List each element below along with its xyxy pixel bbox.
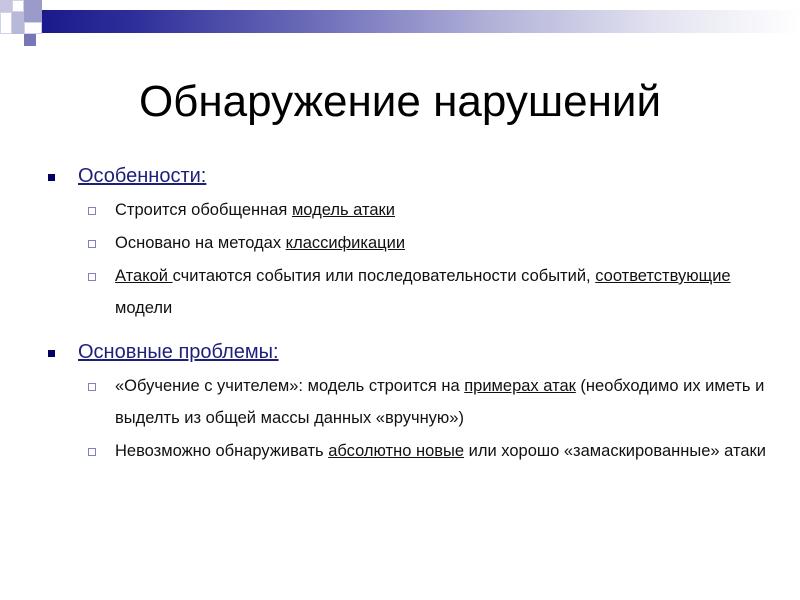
underlined-term: модель атаки	[291, 201, 395, 219]
bullet-item	[48, 194, 768, 226]
item-text: (необходимо их иметь и выделть из общей массы данных «вручную»)	[115, 377, 765, 427]
underlined-term: соответствующие	[595, 267, 731, 285]
item-text: Невозможно обнаруживать	[115, 442, 329, 460]
hollow-square-bullet-icon	[88, 273, 96, 281]
section-label: Основные проблемы:	[78, 341, 279, 363]
deco-square	[24, 34, 36, 46]
deco-square	[0, 0, 12, 12]
item-text: «Обучение с учителем»: модель строится на	[115, 377, 465, 395]
item-text: Строится обобщенная	[115, 201, 292, 219]
deco-square	[0, 12, 12, 34]
section-spacer	[48, 324, 768, 338]
bullet-item	[48, 435, 768, 467]
bullet-item	[48, 260, 768, 324]
underlined-term: Атакой	[115, 267, 173, 285]
section-heading	[48, 162, 768, 190]
square-bullet-icon	[48, 350, 55, 357]
underlined-term: примерах атак	[464, 377, 576, 395]
deco-square	[24, 0, 42, 22]
hollow-square-bullet-icon	[88, 207, 96, 215]
item-text: или хорошо «замаскированные» атаки	[464, 442, 766, 460]
item-text: модели	[115, 299, 173, 317]
slide-title: Обнаружение нарушений	[138, 77, 662, 126]
slide-content	[48, 162, 768, 467]
deco-square	[12, 0, 24, 12]
section-label: Особенности:	[78, 165, 207, 187]
hollow-square-bullet-icon	[88, 240, 96, 248]
deco-square	[12, 12, 24, 34]
section-heading	[48, 338, 768, 366]
underlined-term: классификации	[285, 234, 406, 252]
hollow-square-bullet-icon	[88, 448, 96, 456]
bullet-item	[48, 227, 768, 259]
square-bullet-icon	[48, 174, 55, 181]
underlined-term: абсолютно новые	[328, 442, 465, 460]
item-text: считаются события или последовательности событий,	[172, 267, 596, 285]
hollow-square-bullet-icon	[88, 383, 96, 391]
deco-square	[24, 22, 42, 34]
item-text: Основано на методах	[115, 234, 286, 252]
bullet-item	[48, 370, 768, 434]
header-gradient-bar	[42, 10, 800, 33]
